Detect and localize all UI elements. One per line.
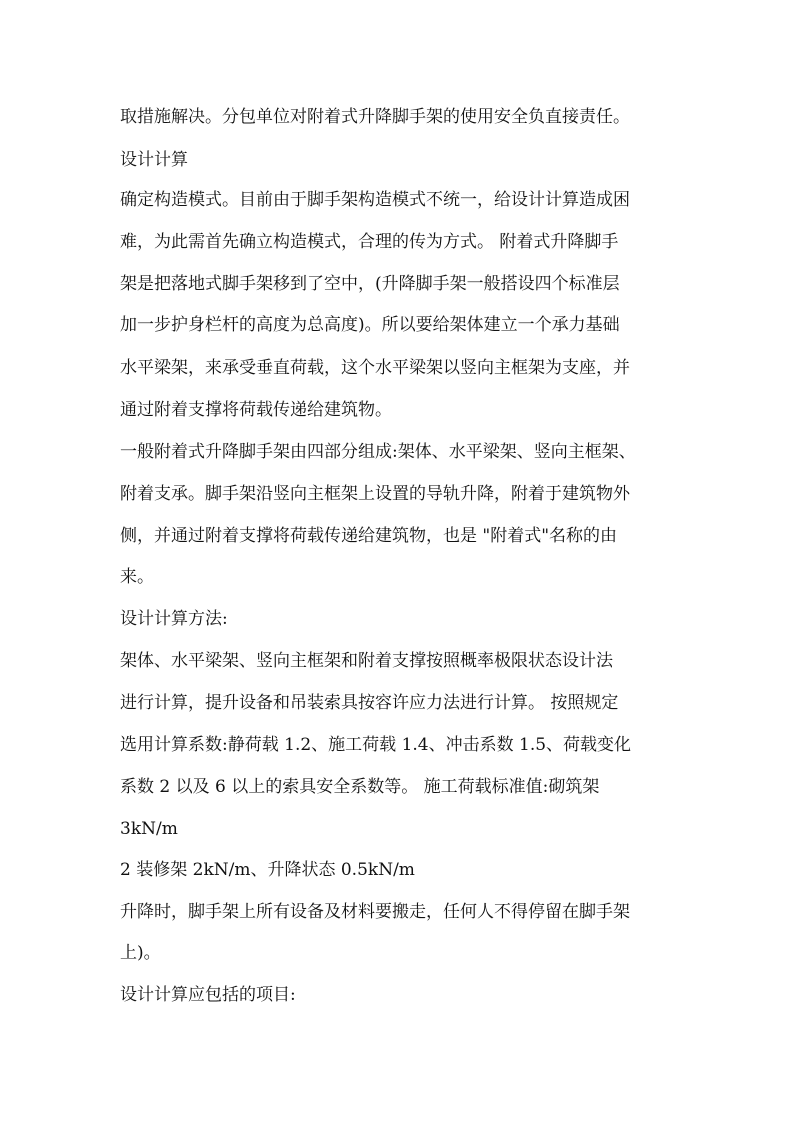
- text-line: 加一步护身栏杆的高度为总高度)。所以要给架体建立一个承力基础: [120, 315, 620, 335]
- text-line: 系数 2 以及 6 以上的索具安全系数等。 施工荷载标准值:砌筑架: [120, 777, 600, 797]
- text-line: 架体、水平梁架、竖向主框架和附着支撑按照概率极限状态设计法: [120, 651, 613, 671]
- text-line: 取措施解决。分包单位对附着式升降脚手架的使用安全负直接责任。: [120, 107, 630, 127]
- text-line: 通过附着支撑将荷载传递给建筑物。: [120, 400, 392, 420]
- section-heading: 设计计算: [120, 150, 188, 170]
- section-heading: 设计计算方法:: [120, 609, 228, 629]
- text-line: 一般附着式升降脚手架由四部分组成:架体、水平梁架、竖向主框架、: [120, 442, 636, 462]
- text-line: 进行计算，提升设备和吊装索具按容许应力法进行计算。 按照规定: [120, 693, 619, 713]
- text-line: 确定构造模式。目前由于脚手架构造模式不统一，给设计计算造成困: [120, 190, 630, 210]
- text-line: 水平梁架，来承受垂直荷载，这个水平梁架以竖向主框架为支座，并: [120, 358, 630, 378]
- text-line: 来。: [120, 567, 154, 587]
- text-line: 2 装修架 2kN/m、升降状态 0.5kN/m: [120, 860, 415, 880]
- text-line: 难，为此需首先确立构造模式，合理的传为方式。 附着式升降脚手: [120, 232, 619, 252]
- section-heading: 设计计算应包括的项目:: [120, 985, 296, 1005]
- text-line: 上)。: [120, 943, 161, 963]
- text-line: 选用计算系数:静荷载 1.2、施工荷载 1.4、冲击系数 1.5、荷载变化: [120, 735, 632, 755]
- text-line: 附着支承。脚手架沿竖向主框架上设置的导轨升降，附着于建筑物外: [120, 484, 630, 504]
- text-line: 升降时，脚手架上所有设备及材料要搬走，任何人不得停留在脚手架: [120, 902, 630, 922]
- text-line: 架是把落地式脚手架移到了空中，(升降脚手架一般搭设四个标准层: [120, 274, 620, 294]
- text-line: 侧，并通过附着支撑将荷载传递给建筑物，也是 "附着式"名称的由: [120, 526, 618, 546]
- text-line: 3kN/m: [120, 819, 178, 839]
